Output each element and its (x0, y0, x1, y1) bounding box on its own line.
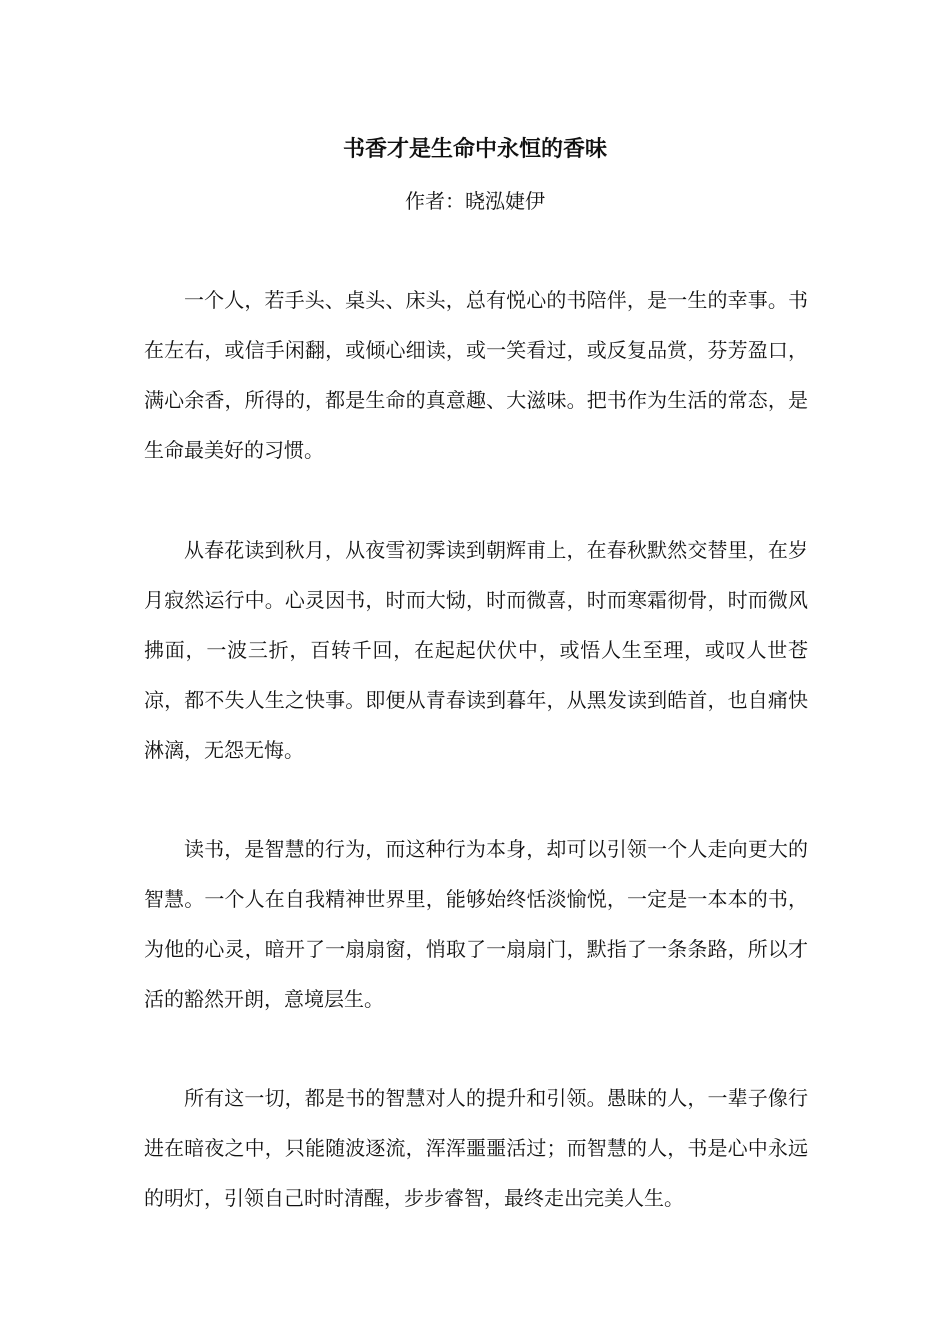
document-title: 书香才是生命中永恒的香味 (342, 137, 607, 162)
paragraph-3: 读书，是智慧的行为，而这种行为本身，却可以引领一个人走向更大的智慧。一个人在自我精神世界里，能够始终恬淡愉悦，一定是一本本的书，为他的心灵，暗开了一扇扇窗，悄取了一扇扇门，默指了一条条路，所以才活的豁然开朗，意境层生。 (144, 837, 808, 1011)
paragraph-4: 所有这一切，都是书的智慧对人的提升和引领。愚昧的人，一辈子像行进在暗夜之中，只能随波逐流，浑浑噩噩活过；而智慧的人，书是心中永远的明灯，引领自己时时清醒，步步睿智，最终走出完美人生。 (144, 1086, 808, 1210)
paragraph-1: 一个人，若手头、桌头、床头，总有悦心的书陪伴，是一生的幸事。书在左右，或信手闲翻，或倾心细读，或一笑看过，或反复品赏，芬芳盈口，满心余香，所得的，都是生命的真意趣、大滋味。把书作为生活的常态，是生命最美好的习惯。 (144, 288, 808, 462)
document-author: 作者：晓泓婕伊 (405, 189, 545, 213)
paragraph-2: 从春花读到秋月，从夜雪初霁读到朝辉甫上，在春秋默然交替里，在岁月寂然运行中。心灵因书，时而大恸，时而微喜，时而寒霜彻骨，时而微风拂面，一波三折，百转千回，在起起伏伏中，或悟人生至理，或叹人世苍凉，都不失人生之快事。即便从青春读到暮年，从黑发读到皓首，也自痛快淋漓，无怨无悔。 (144, 538, 808, 762)
